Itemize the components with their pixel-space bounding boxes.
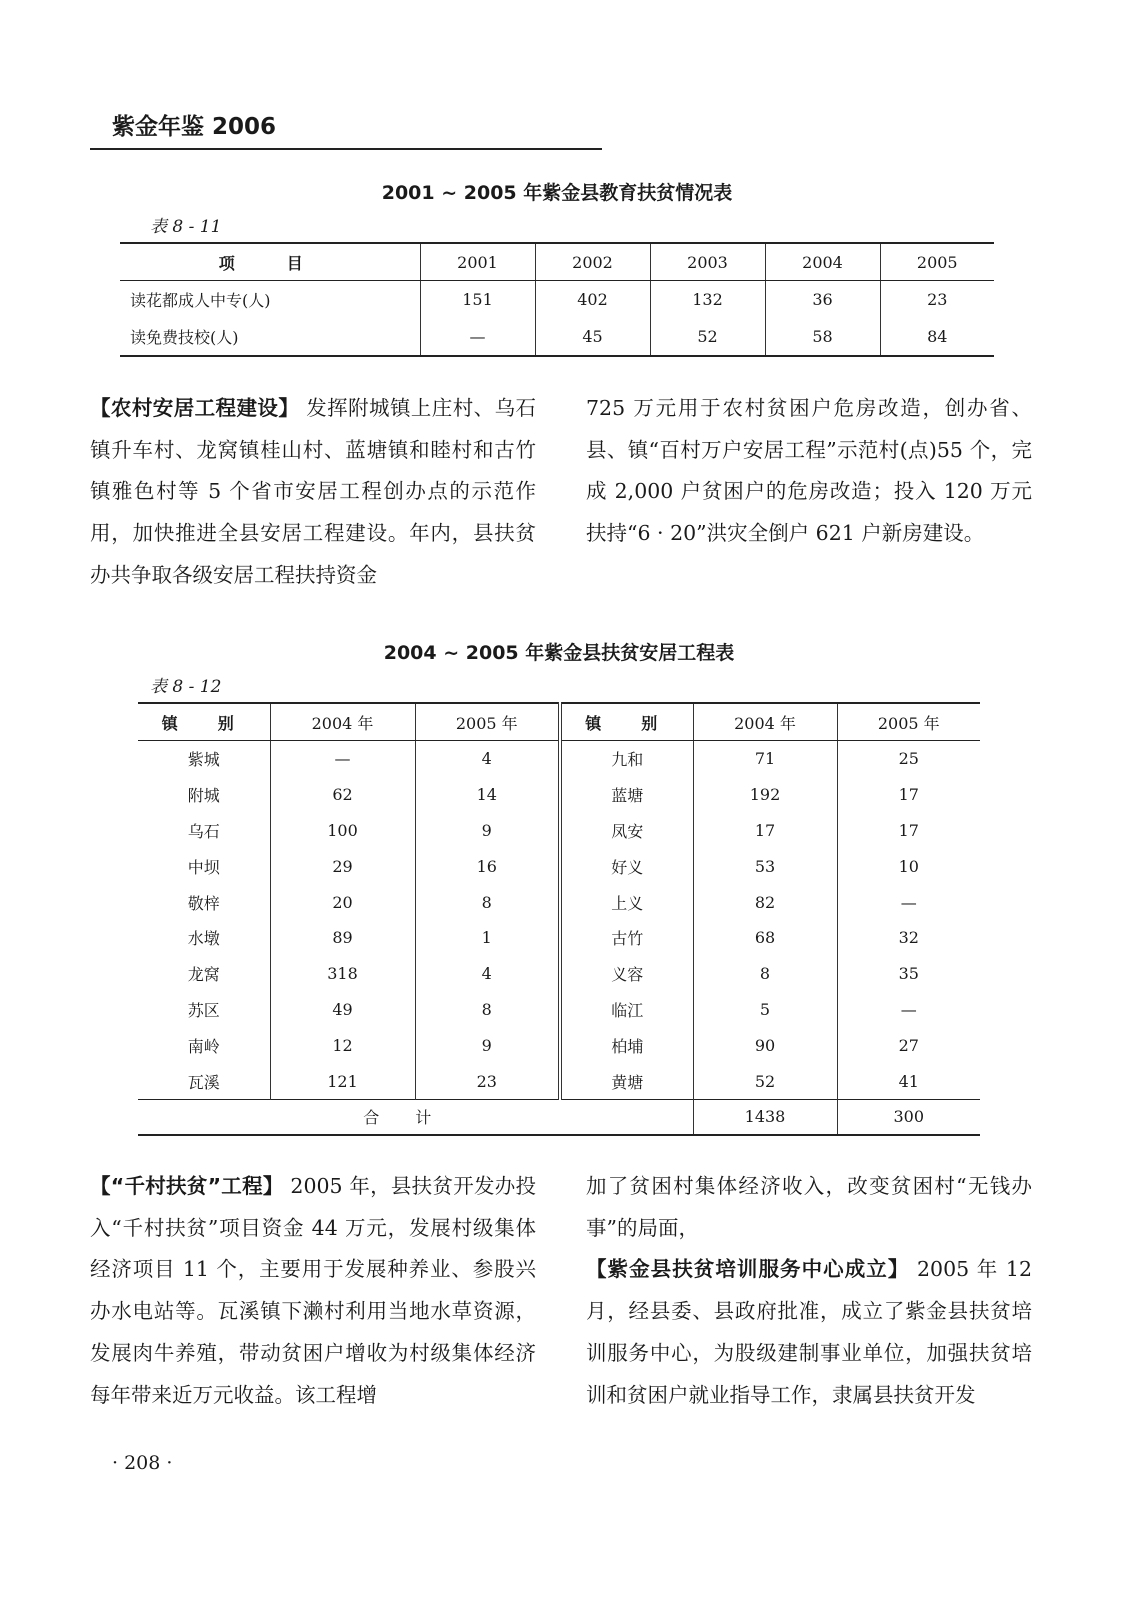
town-name-cell: 水墩 [187,929,220,949]
table-cell: 53 [693,848,837,884]
town-name-cell: 上义 [560,884,693,920]
table-cell: 82 [693,884,837,920]
town-name-cell: 义容 [560,956,693,992]
table-row [138,777,980,813]
total-2004: 1438 [693,1099,837,1135]
table-cell: 318 [270,956,415,992]
table-cell: 9 [415,1027,560,1063]
header-cell: 2004 年 [693,703,837,741]
table-cell: 4 [415,741,560,777]
table-cell: 23 [880,281,994,319]
town-name-cell: 苏区 [187,1000,220,1020]
table-cell: 5 [693,992,837,1028]
table-cell: 68 [693,920,837,956]
table-row [138,956,980,992]
table-cell: 45 [535,318,650,356]
table-cell: 58 [765,318,880,356]
table-cell: — [420,318,535,356]
table-cell: 132 [650,281,765,319]
total-row [138,1099,980,1135]
town-name-cell: 好义 [560,848,693,884]
table-cell: 52 [650,318,765,356]
table-cell: 84 [880,318,994,356]
town-name-cell: 敬梓 [187,893,220,913]
table-cell: 62 [270,777,415,813]
table-cell: 29 [270,848,415,884]
table-header-row [138,703,980,741]
town-name-cell: 龙窝 [187,965,220,985]
total-2005: 300 [837,1099,980,1135]
table-cell: 32 [837,920,980,956]
section2-left-column [90,1166,536,1416]
section1-right-text: 725 万元用于农村贫困户危房改造，创办省、县、镇“百村万户安居工程”示范村(点)55 个，完成 2,000 户贫困户的危房改造；投入 120 万元扶持“6 · 20”洪灾全倒户 621 户新房建设。 [586,396,1032,546]
header-rule [90,148,602,150]
table-row [138,813,980,849]
town-name-cell: 古竹 [560,920,693,956]
header-cell: 2004 [765,243,880,281]
education-poverty-table [120,242,994,357]
header-cell: 2002 [535,243,650,281]
table-cell: 16 [415,848,560,884]
town-name-cell: 乌石 [187,821,220,841]
table-cell: — [270,741,415,777]
table-cell: 17 [837,777,980,813]
table2-title: 2004 ~ 2005 年紫金县扶贫安居工程表 [383,642,735,664]
table-cell: 23 [415,1063,560,1099]
table-cell: 151 [420,281,535,319]
housing-project-table [138,702,980,1136]
town-name-cell: 瓦溪 [187,1072,220,1092]
table-cell: — [837,884,980,920]
table-cell: 8 [415,884,560,920]
table-cell: 8 [693,956,837,992]
section3-title: 【紫金县扶贫培训服务中心成立】 [586,1257,910,1282]
town-name-cell: 柏埔 [560,1027,693,1063]
table-header-row [120,243,994,281]
header-cell: 2005 年 [837,703,980,741]
table-row [138,1063,980,1099]
section1-left-text: 发挥附城镇上庄村、乌石镇升车村、龙窝镇桂山村、蓝塘镇和睦村和古竹镇雅色村等 5 个省市安居工程创办点的示范作用，加快推进全县安居工程建设。年内，县扶贫办共争取各级安居工程扶持资金 [90,396,537,587]
table-cell: 1 [415,920,560,956]
table-row [138,848,980,884]
total-label: 合计 [138,1099,693,1135]
header-cell: 项 目 [120,243,420,281]
page-number: · 208 · [112,1452,173,1474]
section3-paragraph [586,1249,1032,1416]
row-label: 读免费技校(人) [130,328,239,347]
town-name-cell: 凤安 [560,813,693,849]
table1-number: 表 8 - 11 [150,217,222,237]
section3-text: 2005 年 12 月，经县委、县政府批准，成立了紫金县扶贫培训服务中心，为股级建制事业单位，加强扶贫培训和贫困户就业指导工作，隶属县扶贫开发 [586,1257,1032,1407]
header-cell: 镇 别 [138,703,270,741]
table-cell: 49 [270,992,415,1028]
table-cell: 192 [693,777,837,813]
town-name-cell: 中坝 [187,857,220,877]
table-row [120,281,994,319]
table-cell: 25 [837,741,980,777]
town-name-cell: 黄塘 [560,1063,693,1099]
header-cell: 2005 [880,243,994,281]
table-row [138,1027,980,1063]
table-row [138,920,980,956]
header-cell: 2004 年 [270,703,415,741]
running-header: 紫金年鉴 2006 [112,114,277,140]
town-name-cell: 九和 [560,741,693,777]
table-row [138,992,980,1028]
table2-number: 表 8 - 12 [150,677,222,697]
table-cell: 71 [693,741,837,777]
section1-right-column [586,388,1032,555]
header-cell: 2001 [420,243,535,281]
table-cell: 12 [270,1027,415,1063]
table-cell: 10 [837,848,980,884]
section1-left-column [90,388,536,597]
table-cell: 402 [535,281,650,319]
section2-right-column [586,1166,1032,1416]
table-cell: 14 [415,777,560,813]
table-cell: — [837,992,980,1028]
header-cell: 镇 别 [560,703,693,741]
table-cell: 9 [415,813,560,849]
table-cell: 27 [837,1027,980,1063]
table-cell: 89 [270,920,415,956]
town-name-cell: 临江 [560,992,693,1028]
town-name-cell: 附城 [187,786,220,806]
table-cell: 4 [415,956,560,992]
town-name-cell: 蓝塘 [560,777,693,813]
table-cell: 20 [270,884,415,920]
table-cell: 8 [415,992,560,1028]
table-row [138,741,980,777]
section2-title: 【“千村扶贫”工程】 [90,1174,284,1198]
row-label: 读花都成人中专(人) [130,291,271,310]
table-cell: 17 [693,813,837,849]
table-cell: 36 [765,281,880,319]
section1-title: 【农村安居工程建设】 [90,396,300,420]
table-row [120,318,994,356]
table-cell: 121 [270,1063,415,1099]
table-cell: 17 [837,813,980,849]
table-cell: 35 [837,956,980,992]
header-cell: 2005 年 [415,703,560,741]
section2-left-text: 2005 年，县扶贫开发办投入“千村扶贫”项目资金 44 万元，发展村级集体经济项目 11 个，主要用于发展种养业、参股兴办水电站等。瓦溪镇下濑村利用当地水草资源，发展肉牛养殖，带动贫困户增收为村级集体经济每年带来近万元收益。该工程增 [90,1174,537,1407]
table-cell: 52 [693,1063,837,1099]
town-name-cell: 南岭 [187,1036,220,1056]
town-name-cell: 紫城 [187,750,220,770]
table-cell: 100 [270,813,415,849]
header-cell: 2003 [650,243,765,281]
table1-title: 2001 ~ 2005 年紫金县教育扶贫情况表 [381,182,733,204]
table-cell: 90 [693,1027,837,1063]
table-row [138,884,980,920]
table-cell: 41 [837,1063,980,1099]
section2-right-text: 加了贫困村集体经济收入，改变贫困村“无钱办事”的局面， [586,1174,1032,1240]
